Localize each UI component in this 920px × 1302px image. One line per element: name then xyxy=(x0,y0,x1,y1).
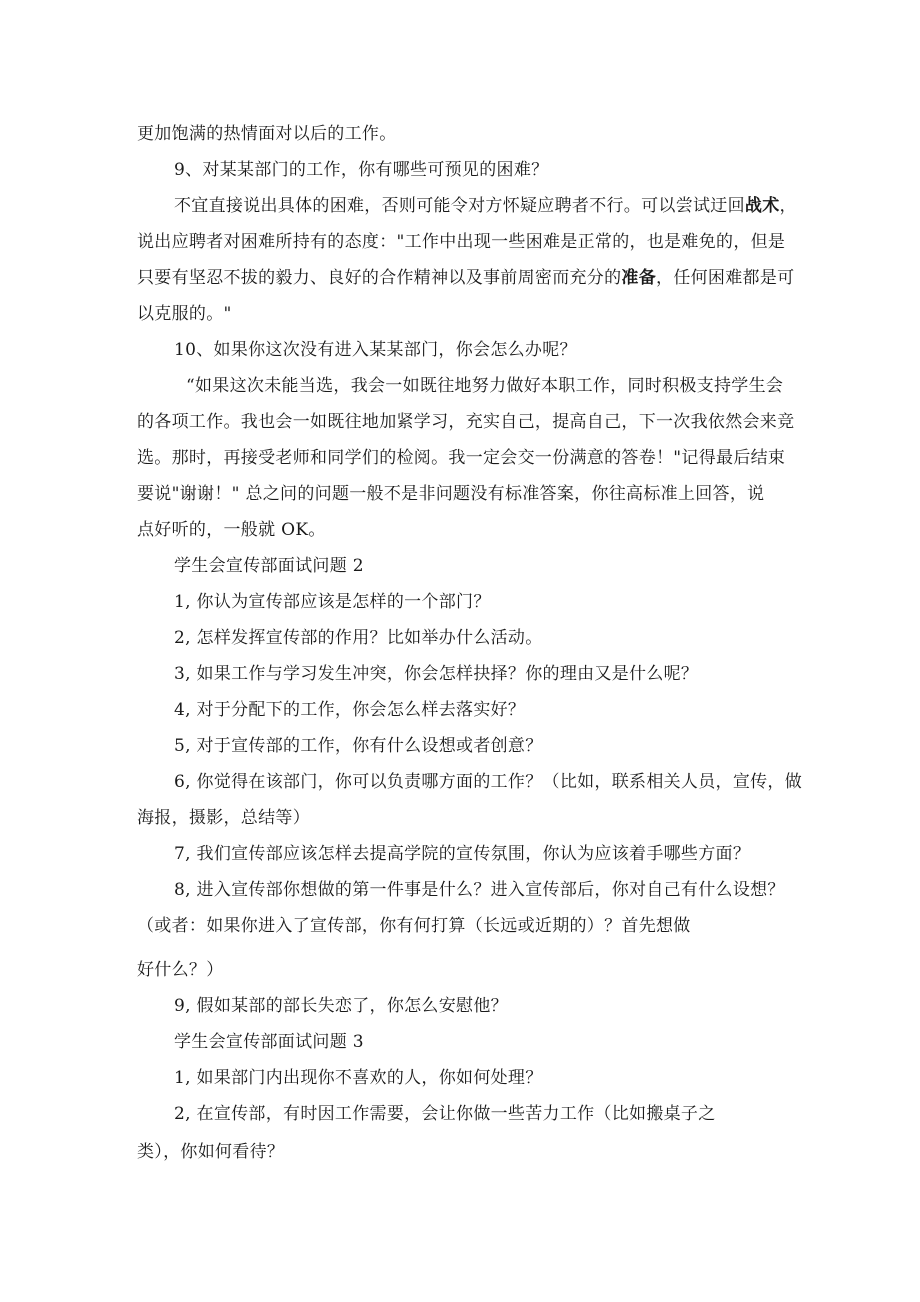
section-heading: 学生会宣传部面试问题 2 xyxy=(174,556,364,576)
list-item: 5, 对于宣传部的工作，你有什么设想或者创意？ xyxy=(174,736,543,756)
list-item: 9, 假如某部的部长失恋了，你怎么安慰他？ xyxy=(174,996,508,1016)
list-item-continuation: （或者：如果你进入了宣传部，你有何打算（长远或近期的）？首先想做 xyxy=(137,916,691,936)
paragraph-line: 选。那时，再接受老师和同学们的检阅。我一定会交一份满意的答卷！"记得最后结束 xyxy=(137,448,786,468)
question-heading: 10、如果你这次没有进入某某部门，你会怎么办呢？ xyxy=(174,340,577,360)
list-item: 4, 对于分配下的工作，你会怎么样去落实好？ xyxy=(174,700,526,720)
paragraph-line: 说出应聘者对困难所持有的态度："工作中出现一些困难是正常的，也是难免的，但是 xyxy=(137,232,786,252)
list-item: 1, 如果部门内出现你不喜欢的人，你如何处理？ xyxy=(174,1068,543,1088)
list-item: 3, 如果工作与学习发生冲突，你会怎样抉择？你的理由又是什么呢？ xyxy=(174,664,699,684)
list-item: 1, 你认为宣传部应该是怎样的一个部门？ xyxy=(174,592,491,612)
paragraph-line: 更加饱满的热情面对以后的工作。 xyxy=(137,124,397,144)
paragraph-line: 不宜直接说出具体的困难，否则可能令对方怀疑应聘者不行。可以尝试迂回战术， xyxy=(174,196,797,216)
list-item: 2, 怎样发挥宣传部的作用？比如举办什么活动。 xyxy=(174,628,543,648)
paragraph-line: “如果这次未能当选，我会一如既往地努力做好本职工作，同时积极支持学生会 xyxy=(186,376,784,396)
list-item: 8, 进入宣传部你想做的第一件事是什么？进入宣传部后，你对自己有什么设想？ xyxy=(174,880,785,900)
list-item: 6, 你觉得在该部门，你可以负责哪方面的工作？（比如，联系相关人员，宣传，做 xyxy=(174,772,803,792)
paragraph-line: 以克服的。" xyxy=(137,304,232,324)
list-item-continuation: 海报，摄影，总结等） xyxy=(137,808,310,828)
paragraph-line: 只要有坚忍不拔的毅力、良好的合作精神以及事前周密而充分的准备，任何困难都是可 xyxy=(137,268,795,288)
paragraph-line: 的各项工作。我也会一如既往地加紧学习，充实自己，提高自己，下一次我依然会来竞 xyxy=(137,412,795,432)
list-item-continuation: 类），你如何看待？ xyxy=(137,1142,285,1162)
list-item-continuation: 好什么？） xyxy=(137,960,224,980)
list-item: 2, 在宣传部，有时因工作需要，会让你做一些苦力工作（比如搬桌子之 xyxy=(174,1104,716,1124)
question-heading: 9、对某某部门的工作，你有哪些可预见的困难？ xyxy=(174,160,549,180)
paragraph-line: 点好听的，一般就 OK。 xyxy=(137,520,326,540)
section-heading: 学生会宣传部面试问题 3 xyxy=(174,1032,364,1052)
paragraph-line: 要说"谢谢！" 总之问的问题一般不是非问题没有标准答案，你往高标准上回答，说 xyxy=(137,484,765,504)
list-item: 7, 我们宣传部应该怎样去提高学院的宣传氛围，你认为应该着手哪些方面？ xyxy=(174,844,751,864)
